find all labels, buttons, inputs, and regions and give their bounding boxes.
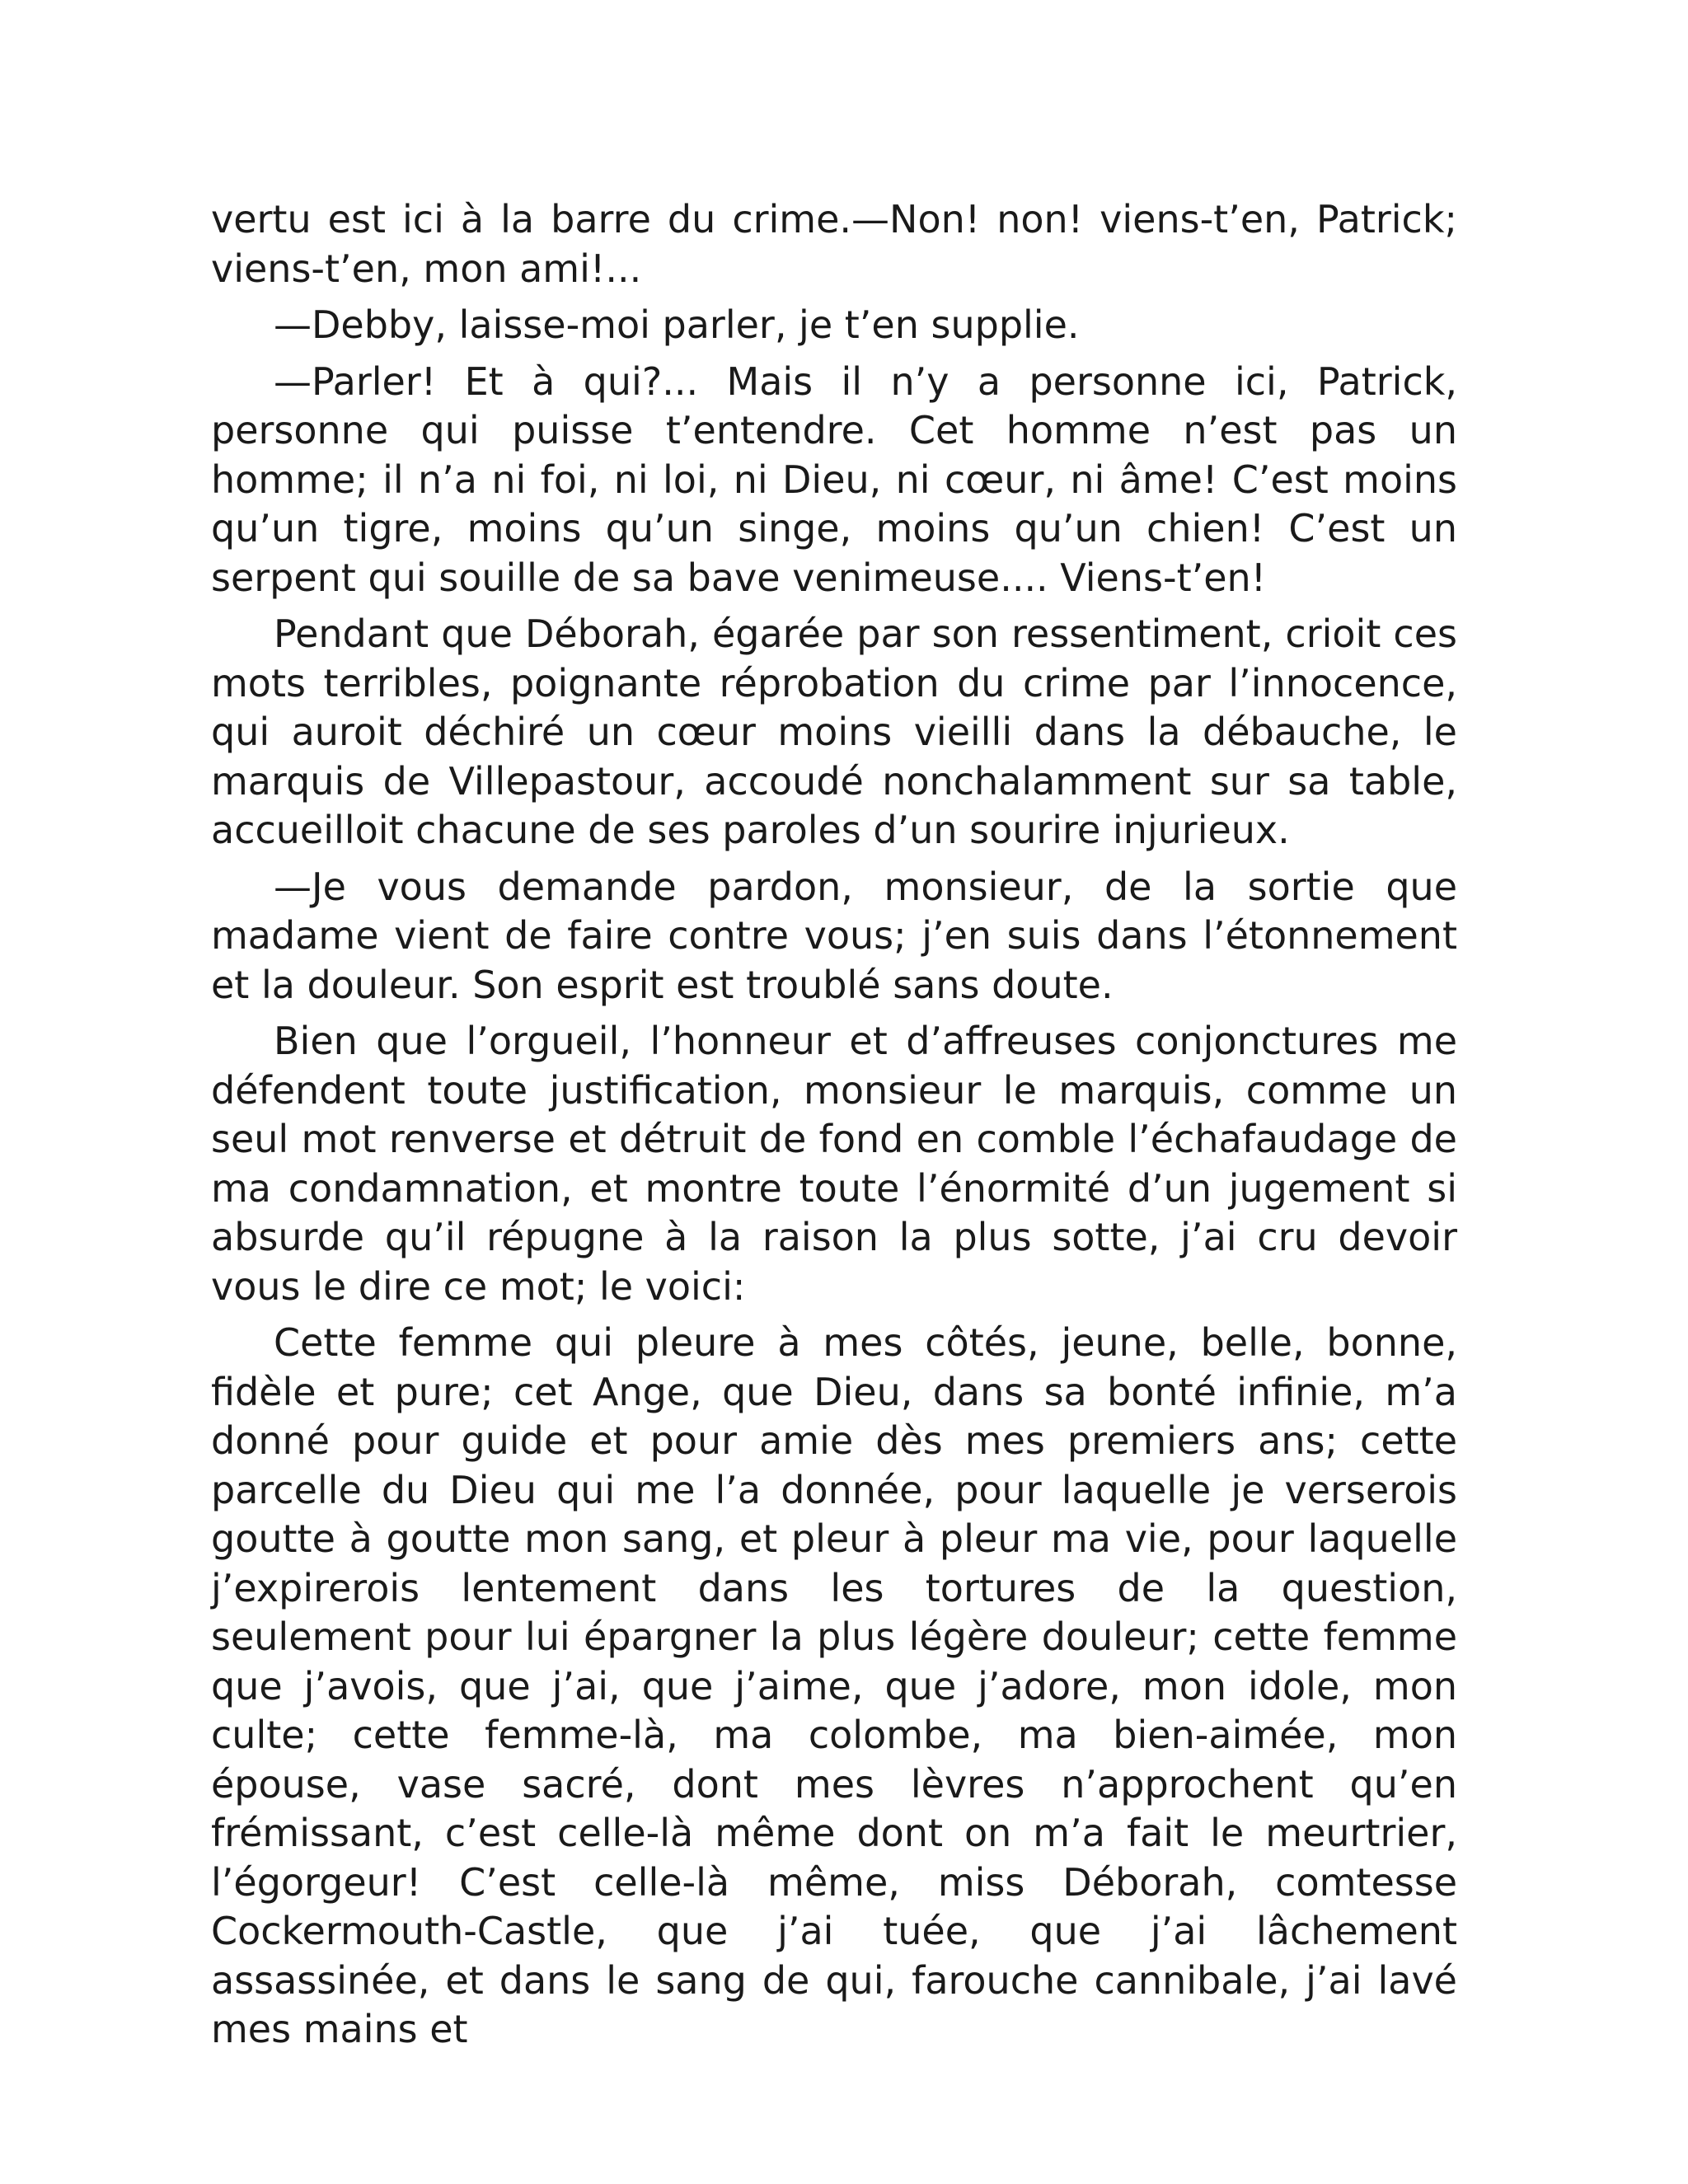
paragraph-dialogue: —Je vous demande pardon, monsieur, de la sortie que madame vient de faire contre vous; j’en suis dans l’étonnement et la douleur. Son esprit est troublé sans doute.: [211, 864, 1457, 1007]
paragraph-dialogue: —Parler! Et à qui?... Mais il n’y a personne ici, Patrick, personne qui puisse t’entendre. Cet homme n’est pas un homme; il n’a ni foi, ni loi, ni Dieu, ni cœur, ni âme! C’est moins qu’un tigre, moins qu’un singe, moins qu’un chien! C’est un serpent qui souille de sa bave venimeuse.... Viens-t’en!: [211, 359, 1457, 600]
paragraph-continuation: vertu est ici à la barre du crime.—Non! non! viens-t’en, Patrick; viens-t’en, mon ami!...: [211, 197, 1457, 291]
body-text: [211, 195, 1457, 2062]
paragraph-narration: Pendant que Déborah, égarée par son ressentiment, crioit ces mots terribles, poignante réprobation du crime par l’innocence, qui auroit déchiré un cœur moins vieilli dans la débauche, le marquis de Villepastour, accoudé nonchalamment sur sa table, accueilloit chacune de ses paroles d’un sourire injurieux.: [211, 612, 1457, 852]
paragraph-speech: Cette femme qui pleure à mes côtés, jeune, belle, bonne, fidèle et pure; cet Ange, que Dieu, dans sa bonté infinie, m’a donné pour guide et pour amie dès mes premiers ans; cette parcelle du Dieu qui me l’a donnée, pour laquelle je verserois goutte à goutte mon sang, et pleur à pleur ma vie, pour laquelle j’expirerois lentement dans les tortures de la question, seulement pour lui épargner la plus légère douleur; cette femme que j’avois, que j’ai, que j’aime, que j’adore, mon idole, mon culte; cette femme-là, ma colombe, ma bien-aimée, mon épouse, vase sacré, dont mes lèvres n’approchent qu’en frémissant, c’est celle-là même dont on m’a fait le meurtrier, l’égorgeur! C’est celle-là même, miss Déborah, comtesse Cockermouth-Castle, que j’ai tuée, que j’ai lâchement assassinée, et dans le sang de qui, farouche cannibale, j’ai lavé mes mains et: [211, 1320, 1457, 2051]
paragraph-dialogue: —Debby, laisse-moi parler, je t’en supplie.: [274, 302, 1080, 347]
paragraph-speech: Bien que l’orgueil, l’honneur et d’affreuses conjonctures me défendent toute justification, monsieur le marquis, comme un seul mot renverse et détruit de fond en comble l’échafaudage de ma condamnation, et montre toute l’énormité d’un jugement si absurde qu’il répugne à la raison la plus sotte, j’ai cru devoir vous le dire ce mot; le voici:: [211, 1019, 1457, 1309]
